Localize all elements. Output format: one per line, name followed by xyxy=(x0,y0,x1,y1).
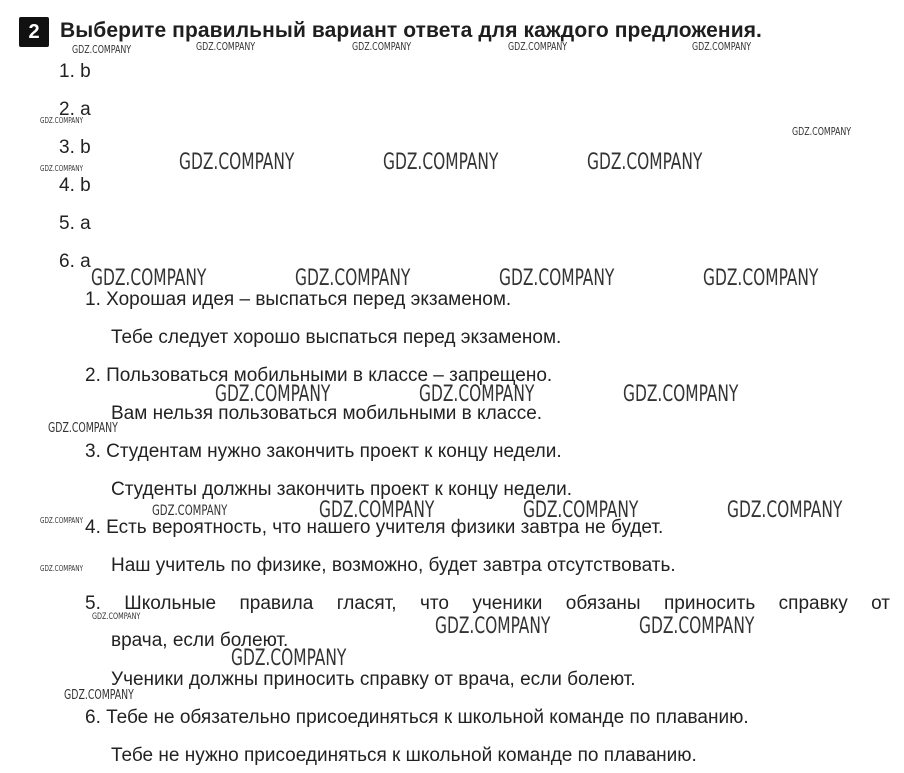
watermark: GDZ.COMPANY xyxy=(319,498,435,523)
watermark: GDZ.COMPANY xyxy=(639,614,755,639)
sentence-rewrite: Тебе не нужно присоединяться к школьной команде по плаванию. xyxy=(111,745,697,766)
sentence-rewrite: Студенты должны закончить проект к концу недели. xyxy=(111,479,572,500)
watermark: GDZ.COMPANY xyxy=(92,612,141,622)
watermark: GDZ.COMPANY xyxy=(352,40,412,53)
watermark: GDZ.COMPANY xyxy=(435,614,551,639)
sentence-original: 2. Пользоваться мобильными в классе – запрещено. xyxy=(85,365,553,386)
exercise-title: Выберите правильный вариант ответа для каждого предложения. xyxy=(60,19,762,42)
watermark: GDZ.COMPANY xyxy=(295,266,411,291)
watermark: GDZ.COMPANY xyxy=(40,164,84,173)
watermark: GDZ.COMPANY xyxy=(215,382,331,407)
watermark: GDZ.COMPANY xyxy=(623,382,739,407)
sentence-original: 3. Студентам нужно закончить проект к концу недели. xyxy=(85,441,562,462)
watermark: GDZ.COMPANY xyxy=(792,125,852,138)
sentence-rewrite: Тебе следует хорошо выспаться перед экзаменом. xyxy=(111,327,562,348)
watermark: GDZ.COMPANY xyxy=(40,516,84,525)
answer-item: 6. a xyxy=(59,251,91,272)
watermark: GDZ.COMPANY xyxy=(40,116,84,125)
watermark: GDZ.COMPANY xyxy=(231,646,347,671)
sentence-original-continued: врача, если болеют. xyxy=(111,630,289,651)
answer-item: 3. b xyxy=(59,137,91,158)
sentence-rewrite: Вам нельзя пользоваться мобильными в классе. xyxy=(111,403,543,424)
answer-item: 4. b xyxy=(59,175,91,196)
watermark: GDZ.COMPANY xyxy=(587,150,703,175)
watermark: GDZ.COMPANY xyxy=(152,503,228,519)
sentence-original: 4. Есть вероятность, что нашего учителя физики завтра не будет. xyxy=(85,517,664,538)
watermark: GDZ.COMPANY xyxy=(64,688,134,703)
watermark: GDZ.COMPANY xyxy=(72,43,132,56)
watermark: GDZ.COMPANY xyxy=(727,498,843,523)
watermark: GDZ.COMPANY xyxy=(692,40,752,53)
sentence-rewrite: Наш учитель по физике, возможно, будет завтра отсутствовать. xyxy=(111,555,676,576)
watermark: GDZ.COMPANY xyxy=(703,266,819,291)
watermark: GDZ.COMPANY xyxy=(419,382,535,407)
sentence-original: 1. Хорошая идея – выспаться перед экзаменом. xyxy=(85,289,512,310)
exercise-number-badge: 2 xyxy=(19,17,49,47)
answer-item: 5. a xyxy=(59,213,91,234)
sentence-original: 6. Тебе не обязательно присоединяться к школьной команде по плаванию. xyxy=(85,707,749,728)
watermark: GDZ.COMPANY xyxy=(196,40,256,53)
watermark: GDZ.COMPANY xyxy=(499,266,615,291)
watermark: GDZ.COMPANY xyxy=(179,150,295,175)
watermark: GDZ.COMPANY xyxy=(40,564,84,573)
watermark: GDZ.COMPANY xyxy=(523,498,639,523)
sentence-original: 5. Школьные правила гласят, что ученики обязаны приносить справку от xyxy=(85,593,890,614)
watermark: GDZ.COMPANY xyxy=(383,150,499,175)
answer-item: 2. a xyxy=(59,99,91,120)
watermark: GDZ.COMPANY xyxy=(48,421,118,436)
answer-item: 1. b xyxy=(59,61,91,82)
watermark: GDZ.COMPANY xyxy=(91,266,207,291)
watermark: GDZ.COMPANY xyxy=(508,40,568,53)
sentence-rewrite: Ученики должны приносить справку от врача, если болеют. xyxy=(111,669,636,690)
